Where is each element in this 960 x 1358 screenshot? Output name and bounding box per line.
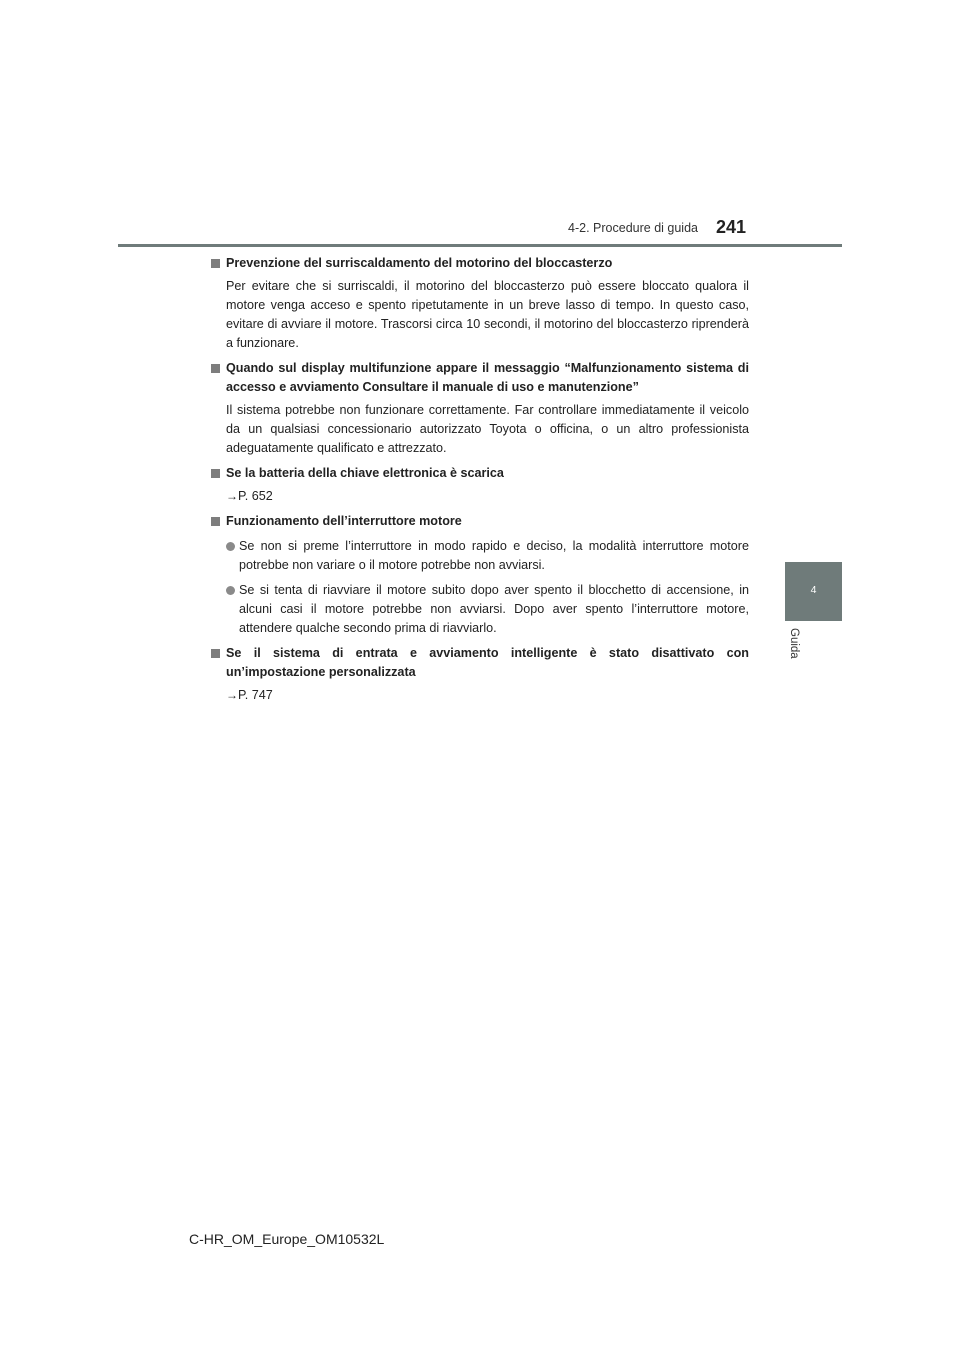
main-content: [211, 254, 749, 711]
section-malfunction-message: [211, 359, 749, 458]
bullet-dot-icon: [226, 537, 239, 575]
list-item: [211, 537, 749, 575]
section-title: Quando sul display multifunzione appare il messaggio “Malfunzionamento sistema di accesso e avviamento Consultare il manuale di uso e manutenzione”: [226, 361, 749, 394]
section-title: Prevenzione del surriscaldamento del motorino del bloccasterzo: [226, 256, 613, 270]
section-square-icon: [211, 359, 226, 397]
section-body: Il sistema potrebbe non funzionare correttamente. Far controllare immediatamente il veicolo da un qualsiasi concessionario autorizzato Toyota o officina, o un altro professionista adeguatamente qualificato e attrezzato.: [226, 403, 749, 455]
chapter-label: Guida: [788, 628, 800, 659]
arrow-right-icon: →: [226, 489, 238, 503]
header-section-title: 4-2. Procedure di guida: [568, 221, 698, 235]
section-engine-switch: [211, 512, 749, 638]
bullet-dot-icon: [226, 581, 239, 638]
page-number: 241: [716, 217, 747, 237]
header-divider: [118, 244, 842, 247]
page-reference-text: P. 747: [238, 688, 273, 702]
document-id: C-HR_OM_Europe_OM10532L: [189, 1231, 385, 1247]
page-reference[interactable]: [211, 487, 749, 506]
page-reference[interactable]: [211, 686, 749, 705]
section-square-icon: [211, 644, 226, 682]
section-square-icon: [211, 254, 226, 273]
list-item-text: Se si tenta di riavviare il motore subito dopo aver spento il blocchetto di accensione, in alcuni casi il motore potrebbe non avviarsi. Dopo aver spento l’interruttore motore, attendere qualche secondo prima di riavviarlo.: [239, 583, 749, 635]
section-title: Se la batteria della chiave elettronica è scarica: [226, 466, 504, 480]
chapter-number: 4: [810, 584, 817, 596]
section-body: Per evitare che si surriscaldi, il motorino del bloccasterzo può essere bloccato qualora il motore venga acceso e spento ripetutamente in un breve lasso di tempo. In questo caso, evitare di avviare il motore. Trascorsi circa 10 secondi, il motorino del bloccasterzo riprenderà a funzionare.: [226, 279, 749, 350]
section-title: Se il sistema di entrata e avviamento intelligente è stato disattivato con un’impostazione personalizzata: [226, 646, 749, 679]
arrow-right-icon: →: [226, 688, 238, 702]
section-steering-lock: [211, 254, 749, 353]
chapter-label-container: [786, 628, 806, 668]
section-square-icon: [211, 464, 226, 483]
chapter-tab: [785, 562, 842, 621]
section-title: Funzionamento dell’interruttore motore: [226, 514, 462, 528]
list-item-text: Se non si preme l’interruttore in modo rapido e deciso, la modalità interruttore motore potrebbe non variare o il motore potrebbe non avviarsi.: [239, 539, 749, 572]
list-item: [211, 581, 749, 638]
section-key-battery: [211, 464, 749, 506]
page-reference-text: P. 652: [238, 489, 273, 503]
section-square-icon: [211, 512, 226, 531]
section-smart-entry-disabled: [211, 644, 749, 705]
